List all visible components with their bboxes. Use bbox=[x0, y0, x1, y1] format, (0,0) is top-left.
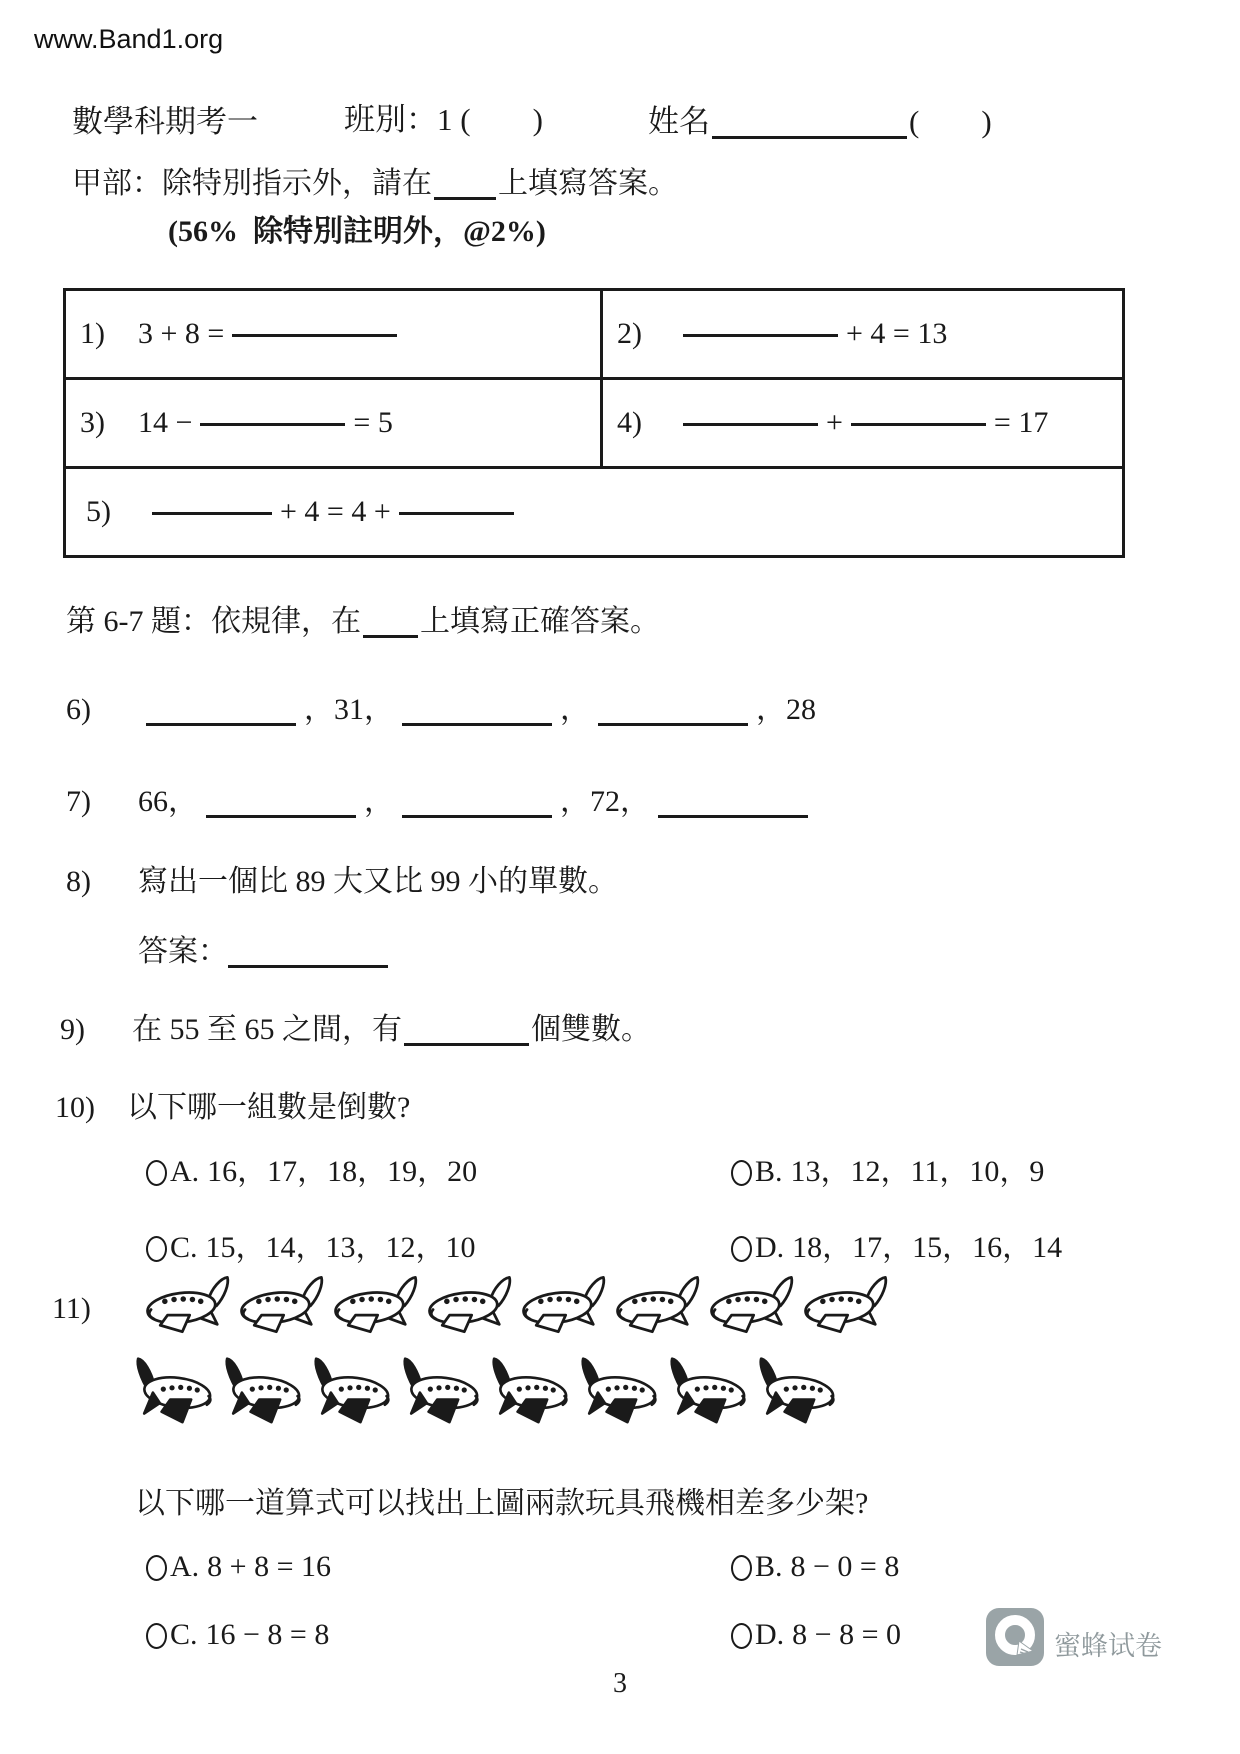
question-2 bbox=[603, 291, 1122, 377]
section-post: 上填寫正確答案。 bbox=[420, 605, 660, 638]
question-number: 2) bbox=[617, 317, 642, 350]
instruction-blank bbox=[363, 632, 418, 638]
name-paren: ( ) bbox=[909, 104, 992, 139]
brand-text: 蜜蜂试卷 bbox=[1054, 1631, 1162, 1661]
question-text: = 5 bbox=[353, 406, 393, 439]
beeq-logo-icon bbox=[986, 1608, 1044, 1666]
table-row bbox=[66, 380, 1122, 469]
answer-label: 答案： bbox=[138, 935, 228, 968]
table-row bbox=[66, 291, 1122, 380]
question-text: + bbox=[826, 406, 843, 439]
name-field bbox=[648, 96, 992, 141]
question-8-answer bbox=[138, 926, 396, 970]
page-number: 3 bbox=[613, 1668, 627, 1699]
question-text: 在 55 至 65 之間，有 bbox=[132, 1013, 402, 1046]
option-label: C. bbox=[170, 1618, 198, 1651]
answer-blank[interactable] bbox=[683, 420, 818, 426]
option-value: 8 + 8 = 16 bbox=[207, 1550, 332, 1583]
questions-1-5-table bbox=[63, 288, 1125, 558]
watermark-url: www.Band1.org bbox=[34, 24, 224, 54]
answer-blank[interactable] bbox=[228, 962, 388, 968]
toy-plane-left-icon bbox=[610, 1268, 702, 1342]
marks-note: (56% 除特別註明外，@2%) bbox=[168, 215, 546, 248]
option-label: A. bbox=[170, 1155, 200, 1188]
toy-plane-left-icon bbox=[516, 1268, 608, 1342]
question-9 bbox=[60, 1004, 651, 1048]
question-text: 14 − bbox=[138, 406, 193, 439]
option-value: 18，17，15，16，14 bbox=[792, 1231, 1063, 1264]
toy-plane-left-icon bbox=[140, 1268, 232, 1342]
question-text: + 4 = 13 bbox=[846, 317, 948, 350]
option-circle-icon[interactable] bbox=[731, 1236, 752, 1262]
question-text: = 17 bbox=[993, 406, 1049, 439]
question-11-options bbox=[146, 1550, 901, 1652]
toy-plane-left-icon bbox=[234, 1268, 326, 1342]
answer-blank[interactable] bbox=[402, 720, 552, 726]
question-text: ，72， bbox=[560, 785, 650, 818]
option-circle-icon[interactable] bbox=[731, 1555, 752, 1581]
option-value: 13，12，11，10，9 bbox=[790, 1155, 1045, 1188]
answer-blank[interactable] bbox=[402, 812, 552, 818]
answer-blank[interactable] bbox=[200, 420, 345, 426]
name-blank[interactable] bbox=[712, 133, 907, 139]
question-number: 10) bbox=[55, 1091, 95, 1124]
answer-blank[interactable] bbox=[399, 509, 514, 515]
toy-plane-right-icon bbox=[310, 1350, 397, 1430]
option-circle-icon[interactable] bbox=[731, 1160, 752, 1186]
question-11-text: 以下哪一道算式可以找出上圖兩款玩具飛機相差多少架? bbox=[135, 1487, 869, 1520]
option-b[interactable] bbox=[731, 1550, 901, 1584]
class-field: 班別：1 ( ) bbox=[344, 102, 543, 137]
toy-plane-right-icon bbox=[666, 1350, 753, 1430]
answer-blank[interactable] bbox=[658, 812, 808, 818]
name-label: 姓名 bbox=[648, 104, 710, 139]
toy-plane-left-icon bbox=[704, 1268, 796, 1342]
question-8 bbox=[66, 856, 618, 900]
part-a-post: 上填寫答案。 bbox=[498, 167, 678, 200]
toy-plane-right-icon bbox=[132, 1350, 219, 1430]
question-7 bbox=[66, 776, 816, 820]
question-number: 7) bbox=[66, 785, 91, 818]
question-10-options bbox=[146, 1146, 1062, 1266]
option-d[interactable] bbox=[731, 1222, 1062, 1266]
answer-blank[interactable] bbox=[404, 1040, 529, 1046]
question-11-number: 11) bbox=[52, 1292, 91, 1325]
plane-row-bottom bbox=[132, 1350, 842, 1430]
option-d[interactable] bbox=[731, 1618, 901, 1652]
instruction-blank bbox=[434, 194, 496, 200]
answer-blank[interactable] bbox=[146, 720, 296, 726]
toy-plane-right-icon bbox=[755, 1350, 842, 1430]
option-circle-icon[interactable] bbox=[146, 1623, 167, 1649]
question-text: 3 + 8 = bbox=[138, 317, 225, 350]
option-c[interactable] bbox=[146, 1222, 731, 1266]
option-circle-icon[interactable] bbox=[146, 1555, 167, 1581]
toy-plane-right-icon bbox=[399, 1350, 486, 1430]
question-5 bbox=[66, 469, 1122, 555]
question-number: 4) bbox=[617, 406, 642, 439]
plane-row-top bbox=[140, 1268, 890, 1342]
answer-blank[interactable] bbox=[152, 509, 272, 515]
answer-blank[interactable] bbox=[683, 331, 838, 337]
section-pre: 第 6-7 題：依規律，在 bbox=[66, 605, 361, 638]
part-a-instruction bbox=[72, 158, 678, 202]
option-label: C. bbox=[170, 1231, 198, 1264]
answer-blank[interactable] bbox=[232, 331, 397, 337]
question-6 bbox=[66, 684, 816, 728]
question-3 bbox=[66, 380, 603, 466]
question-number: 5) bbox=[86, 495, 111, 528]
option-circle-icon[interactable] bbox=[146, 1236, 167, 1262]
question-1 bbox=[66, 291, 603, 377]
question-number: 8) bbox=[66, 865, 91, 898]
option-label: B. bbox=[755, 1550, 783, 1583]
toy-plane-left-icon bbox=[798, 1268, 890, 1342]
question-text: 66， bbox=[138, 785, 198, 818]
question-number: 3) bbox=[80, 406, 105, 439]
option-b[interactable] bbox=[731, 1146, 1062, 1190]
option-a[interactable] bbox=[146, 1550, 731, 1584]
option-value: 8 − 0 = 8 bbox=[790, 1550, 900, 1583]
question-number: 6) bbox=[66, 693, 91, 726]
option-label: D. bbox=[755, 1231, 785, 1264]
question-text: ， bbox=[560, 693, 590, 726]
exam-title: 數學科期考一 bbox=[72, 104, 258, 139]
section-6-7-instruction bbox=[66, 596, 660, 640]
question-text: ，28 bbox=[756, 693, 816, 726]
option-circle-icon[interactable] bbox=[146, 1160, 167, 1186]
question-text: 寫出一個比 89 大又比 99 小的單數。 bbox=[138, 865, 618, 898]
option-value: 16 − 8 = 8 bbox=[205, 1618, 330, 1651]
question-text: ， bbox=[364, 785, 394, 818]
answer-blank[interactable] bbox=[598, 720, 748, 726]
question-text: ，31， bbox=[304, 693, 394, 726]
question-number: 1) bbox=[80, 317, 105, 350]
option-value: 16，17，18，19，20 bbox=[207, 1155, 478, 1188]
question-number: 9) bbox=[60, 1013, 85, 1046]
part-a-pre: 甲部：除特別指示外，請在 bbox=[72, 167, 432, 200]
option-label: D. bbox=[755, 1618, 785, 1651]
answer-blank[interactable] bbox=[851, 420, 986, 426]
answer-blank[interactable] bbox=[206, 812, 356, 818]
toy-plane-right-icon bbox=[577, 1350, 664, 1430]
option-c[interactable] bbox=[146, 1618, 731, 1652]
toy-plane-left-icon bbox=[422, 1268, 514, 1342]
toy-plane-right-icon bbox=[488, 1350, 575, 1430]
option-value: 15，14，13，12，10 bbox=[205, 1231, 476, 1264]
question-text: 以下哪一組數是倒數? bbox=[127, 1091, 411, 1124]
question-text: + 4 = 4 + bbox=[280, 495, 391, 528]
option-a[interactable] bbox=[146, 1146, 731, 1190]
question-4 bbox=[603, 380, 1122, 466]
toy-plane-right-icon bbox=[221, 1350, 308, 1430]
question-text: 個雙數。 bbox=[531, 1013, 651, 1046]
toy-plane-left-icon bbox=[328, 1268, 420, 1342]
option-value: 8 − 8 = 0 bbox=[792, 1618, 902, 1651]
question-10 bbox=[55, 1082, 410, 1126]
table-row bbox=[66, 469, 1122, 555]
option-circle-icon[interactable] bbox=[731, 1623, 752, 1649]
option-label: A. bbox=[170, 1550, 200, 1583]
option-label: B. bbox=[755, 1155, 783, 1188]
